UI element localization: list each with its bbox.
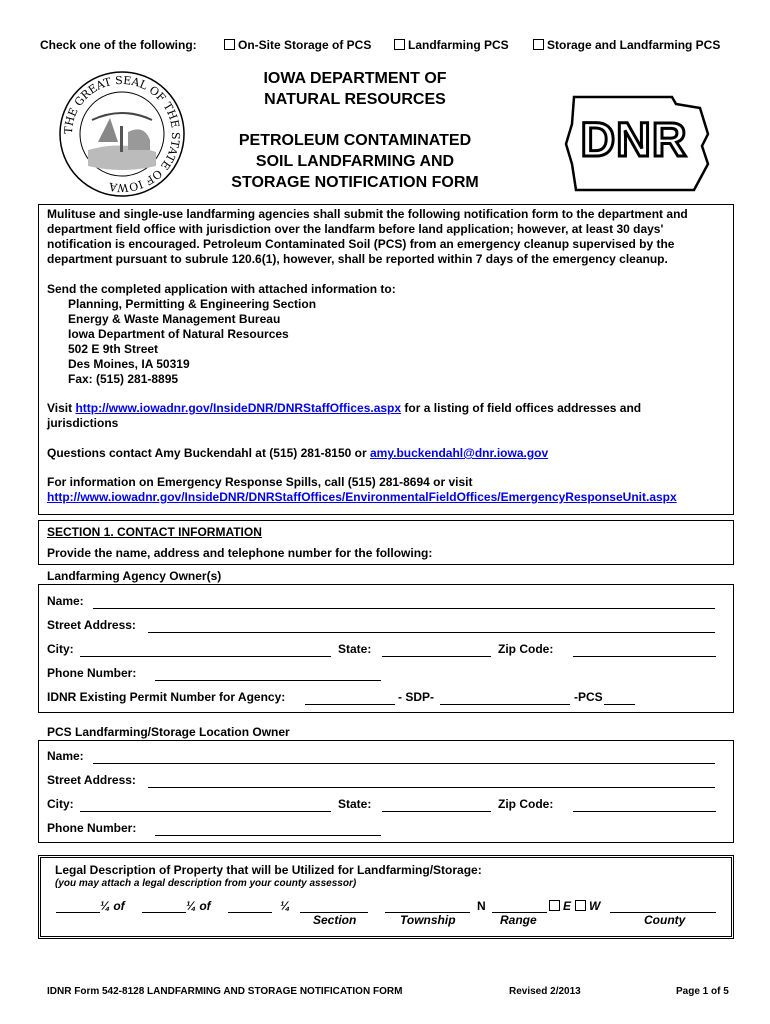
agency-owner-heading: Landfarming Agency Owner(s) — [47, 569, 222, 583]
owner-zip-label: Zip Code: — [498, 642, 554, 656]
footer-revised: Revised 2/2013 — [509, 986, 581, 997]
owner-street-label: Street Address: — [47, 618, 136, 632]
location-city-label: City: — [47, 797, 74, 811]
svg-text:THE GREAT SEAL OF THE STATE OF: THE GREAT SEAL OF THE STATE OF IOWA — [61, 73, 183, 195]
owner-state-label: State: — [338, 642, 372, 656]
north-label: N — [477, 899, 486, 913]
location-street-label: Street Address: — [47, 773, 136, 787]
permit-label: IDNR Existing Permit Number for Agency: — [47, 690, 286, 704]
location-owner-heading: PCS Landfarming/Storage Location Owner — [47, 725, 290, 739]
check-prompt: Check one of the following: — [40, 38, 197, 52]
option-onsite-storage[interactable]: On-Site Storage of PCS — [224, 38, 371, 52]
questions-text: Questions contact Amy Buckendahl at (515) 281-8150 or amy.buckendahl@dnr.iowa.gov — [47, 446, 549, 460]
legal-subtitle: (you may attach a legal description from your county assessor) — [55, 878, 357, 889]
form-title: PETROLEUM CONTAMINATED SOIL LANDFARMING AND STORAGE NOTIFICATION FORM — [231, 132, 479, 191]
location-name-label: Name: — [47, 749, 84, 763]
west-option[interactable]: W — [575, 899, 600, 913]
agency-name: IOWA DEPARTMENT OF NATURAL RESOURCES — [263, 70, 447, 108]
owner-phone-label: Phone Number: — [47, 666, 137, 680]
township-caption: Township — [400, 913, 456, 927]
svg-text:DNR: DNR — [580, 114, 688, 167]
permit-pcs-field[interactable] — [604, 704, 635, 705]
option-landfarming[interactable]: Landfarming PCS — [394, 38, 509, 52]
location-state-field[interactable] — [382, 811, 491, 812]
quarter-field-3[interactable] — [228, 912, 272, 913]
emergency-text: For information on Emergency Response Spills, call (515) 281-8694 or visit http://www.iowadnr.gov/InsideDNR/DNRStaffOffices/EnvironmentalFieldOffices/EmergencyResponseUnit.aspx — [47, 475, 677, 504]
owner-zip-field[interactable] — [573, 656, 716, 657]
pcs-label: -PCS — [574, 690, 603, 704]
permit-prefix-field[interactable] — [305, 704, 395, 705]
legal-title: Legal Description of Property that will be Utilized for Landfarming/Storage: — [55, 863, 482, 877]
intro-paragraph: Mulituse and single-use landfarming agencies shall submit the following notification form to the department and department field office with jurisdiction over the landfarm before land application; however, at least 30 days' notification is encouraged. Petroleum Contaminated Soil (PCS) from an emergency cleanup supervised by the department pursuant to subrule 120.6(1), however, shall be reported within 7 days of the emergency cleanup. — [47, 207, 688, 266]
checkbox-landfarming[interactable] — [394, 39, 405, 50]
location-owner-box — [38, 740, 734, 843]
footer-page-number: Page 1 of 5 — [676, 986, 729, 997]
owner-street-field[interactable] — [148, 632, 715, 633]
east-option[interactable]: E — [549, 899, 571, 913]
location-zip-label: Zip Code: — [498, 797, 554, 811]
quarter-of-2: ¼ of — [186, 899, 211, 913]
owner-state-field[interactable] — [382, 656, 491, 657]
range-caption: Range — [500, 913, 537, 927]
quarter-field-1[interactable] — [56, 912, 100, 913]
quarter-3: ¼ — [280, 899, 291, 913]
section1-instruction: Provide the name, address and telephone number for the following: — [47, 546, 433, 560]
emergency-response-link[interactable]: http://www.iowadnr.gov/InsideDNR/DNRStaffOffices/EnvironmentalFieldOffices/EmergencyResponseUnit.aspx — [47, 490, 677, 504]
section1-title: SECTION 1. CONTACT INFORMATION — [47, 525, 262, 539]
owner-city-field[interactable] — [80, 656, 331, 657]
owner-city-label: City: — [47, 642, 74, 656]
dnr-logo — [562, 94, 712, 194]
location-city-field[interactable] — [80, 811, 331, 812]
county-caption: County — [644, 913, 686, 927]
send-to-text: Send the completed application with attached information to: — [47, 282, 396, 296]
checkbox-west[interactable] — [575, 900, 586, 911]
sdp-label: - SDP- — [398, 690, 434, 704]
location-street-field[interactable] — [148, 787, 715, 788]
quarter-field-2[interactable] — [142, 912, 186, 913]
footer-form-id: IDNR Form 542-8128 LANDFARMING AND STORAGE NOTIFICATION FORM — [47, 986, 403, 997]
owner-name-label: Name: — [47, 594, 84, 608]
location-state-label: State: — [338, 797, 372, 811]
checkbox-onsite-storage[interactable] — [224, 39, 235, 50]
location-phone-label: Phone Number: — [47, 821, 137, 835]
field-offices-link[interactable]: http://www.iowadnr.gov/InsideDNR/DNRStaffOffices.aspx — [75, 401, 402, 415]
state-seal — [58, 70, 186, 198]
option-storage-and-landfarming[interactable]: Storage and Landfarming PCS — [533, 38, 720, 52]
owner-name-field[interactable] — [93, 608, 715, 609]
quarter-of-1: ¼ of — [100, 899, 125, 913]
permit-sdp-field[interactable] — [440, 704, 570, 705]
location-phone-field[interactable] — [155, 835, 381, 836]
location-name-field[interactable] — [93, 763, 715, 764]
visit-text: Visit http://www.iowadnr.gov/InsideDNR/DNRStaffOffices.aspx for a listing of field offices addresses and jurisdictions — [47, 401, 642, 430]
checkbox-storage-and-landfarming[interactable] — [533, 39, 544, 50]
location-zip-field[interactable] — [573, 811, 716, 812]
section-caption: Section — [313, 913, 357, 927]
owner-phone-field[interactable] — [155, 680, 381, 681]
contact-email-link[interactable]: amy.buckendahl@dnr.iowa.gov — [370, 446, 549, 460]
mailing-address: Planning, Permitting & Engineering Section Energy & Waste Management Bureau Iowa Department of Natural Resources 502 E 9th Street Des Moines, IA 50319 Fax: (515) 281-8895 — [68, 297, 317, 386]
checkbox-east[interactable] — [549, 900, 560, 911]
